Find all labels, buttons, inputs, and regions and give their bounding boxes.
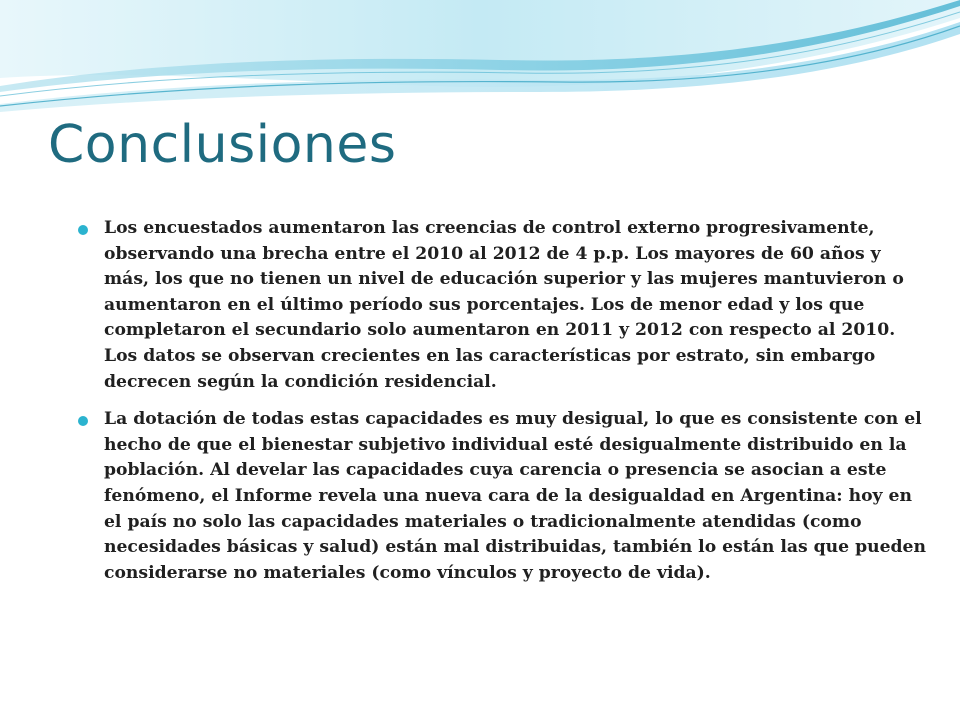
header-wave-decoration [0,0,960,130]
bullet-text: La dotación de todas estas capacidades es muy desigual, lo que es consistente con el hecho de que el bienestar subjetivo individual esté desigualmente distribuido en la población. Al develar las capacidades cuya carencia o presencia se asocian a este fenómeno, el Informe revela una nueva cara de la desigualdad en Argentina: hoy en el país no solo las capacidades materiales o tradicionalmente atendidas (como necesidades básicas y salud) están mal distribuidas, también lo están las que pueden considerarse no materiales (como vínculos y proyecto de vida). [104,409,926,583]
bullet-dot-icon [78,225,88,235]
bullet-list [78,216,926,598]
slide-title: Conclusiones [48,115,397,175]
bullet-dot-icon [78,416,88,426]
bullet-text: Los encuestados aumentaron las creencias de control externo progresivamente, observando una brecha entre el 2010 al 2012 de 4 p.p. Los mayores de 60 años y más, los que no tienen un nivel de educación superior y las mujeres mantuvieron o aumentaron en el último período sus porcentajes. Los de menor edad y los que completaron el secundario solo aumentaron en 2011 y 2012 con respecto al 2010. Los datos se observan crecientes en las características por estrato, sin embargo decrecen según la condición residencial. [104,218,904,392]
bullet-item-2 [78,407,926,586]
bullet-item-1 [78,216,926,395]
